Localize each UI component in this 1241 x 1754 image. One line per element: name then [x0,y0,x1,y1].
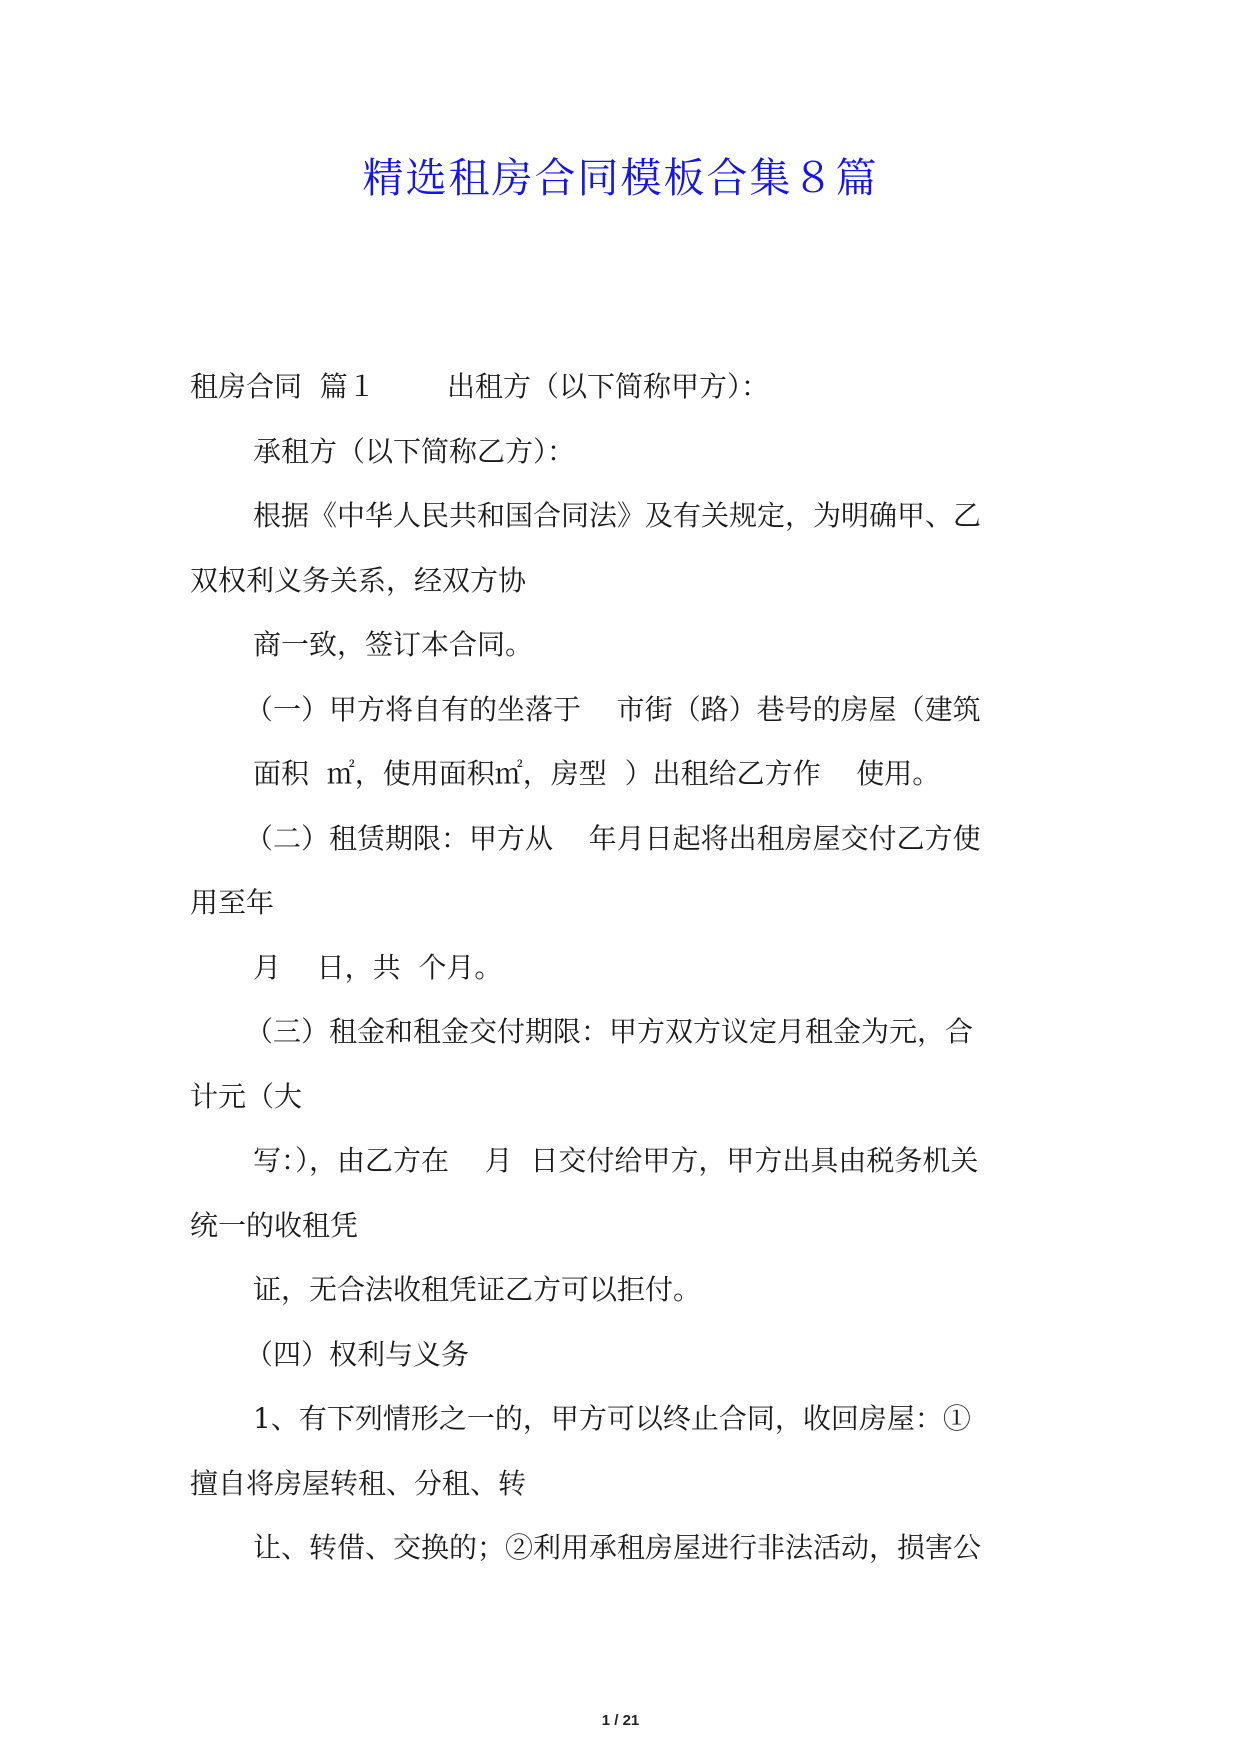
body-line: 1、有下列情形之一的，甲方可以终止合同，收回房屋：① [253,1402,971,1435]
body-line: 擅自将房屋转租、分租、转 [190,1466,527,1500]
body-line: 面积 ㎡，使用面积㎡，房型 ）出租给乙方作 使用。 [253,757,941,790]
body-line: 根据《中华人民共和国合同法》及有关规定，为明确甲、乙 [253,499,982,532]
body-line: 统一的收租凭 [190,1208,359,1242]
body-line: 租房合同 篇１ 出租方（以下简称甲方）： [190,370,770,403]
body-line: 证，无合法收租凭证乙方可以拒付。 [253,1273,702,1306]
document-title: 精选租房合同模板合集８篇 [362,154,879,202]
body-line: （一）甲方将自有的坐落于 市街（路）巷号的房屋（建筑 [245,692,981,726]
body-line: 承租方（以下简称乙方）： [253,434,576,468]
body-line: 月 日，共 个月。 [253,950,503,984]
body-line: 双权利义务关系，经双方协 [190,563,527,597]
document-body [190,355,1060,1581]
page-number: 1 / 21 [601,1712,640,1729]
body-line: 写：），由乙方在 月 日交付给甲方，甲方出具由税务机关 [253,1144,979,1177]
body-line: 计元（大 [190,1079,303,1113]
body-line: 商一致，签订本合同。 [253,628,534,661]
body-line: 用至年 [190,886,275,919]
body-line: 让、转借、交换的；②利用承租房屋进行非法活动，损害公 [253,1531,982,1564]
body-line: （二）租赁期限：甲方从 年月日起将出租房屋交付乙方使 [245,821,981,855]
body-line: （三）租金和租金交付期限：甲方双方议定月租金为元，合 [245,1015,974,1048]
body-line: （四）权利与义务 [245,1337,470,1371]
